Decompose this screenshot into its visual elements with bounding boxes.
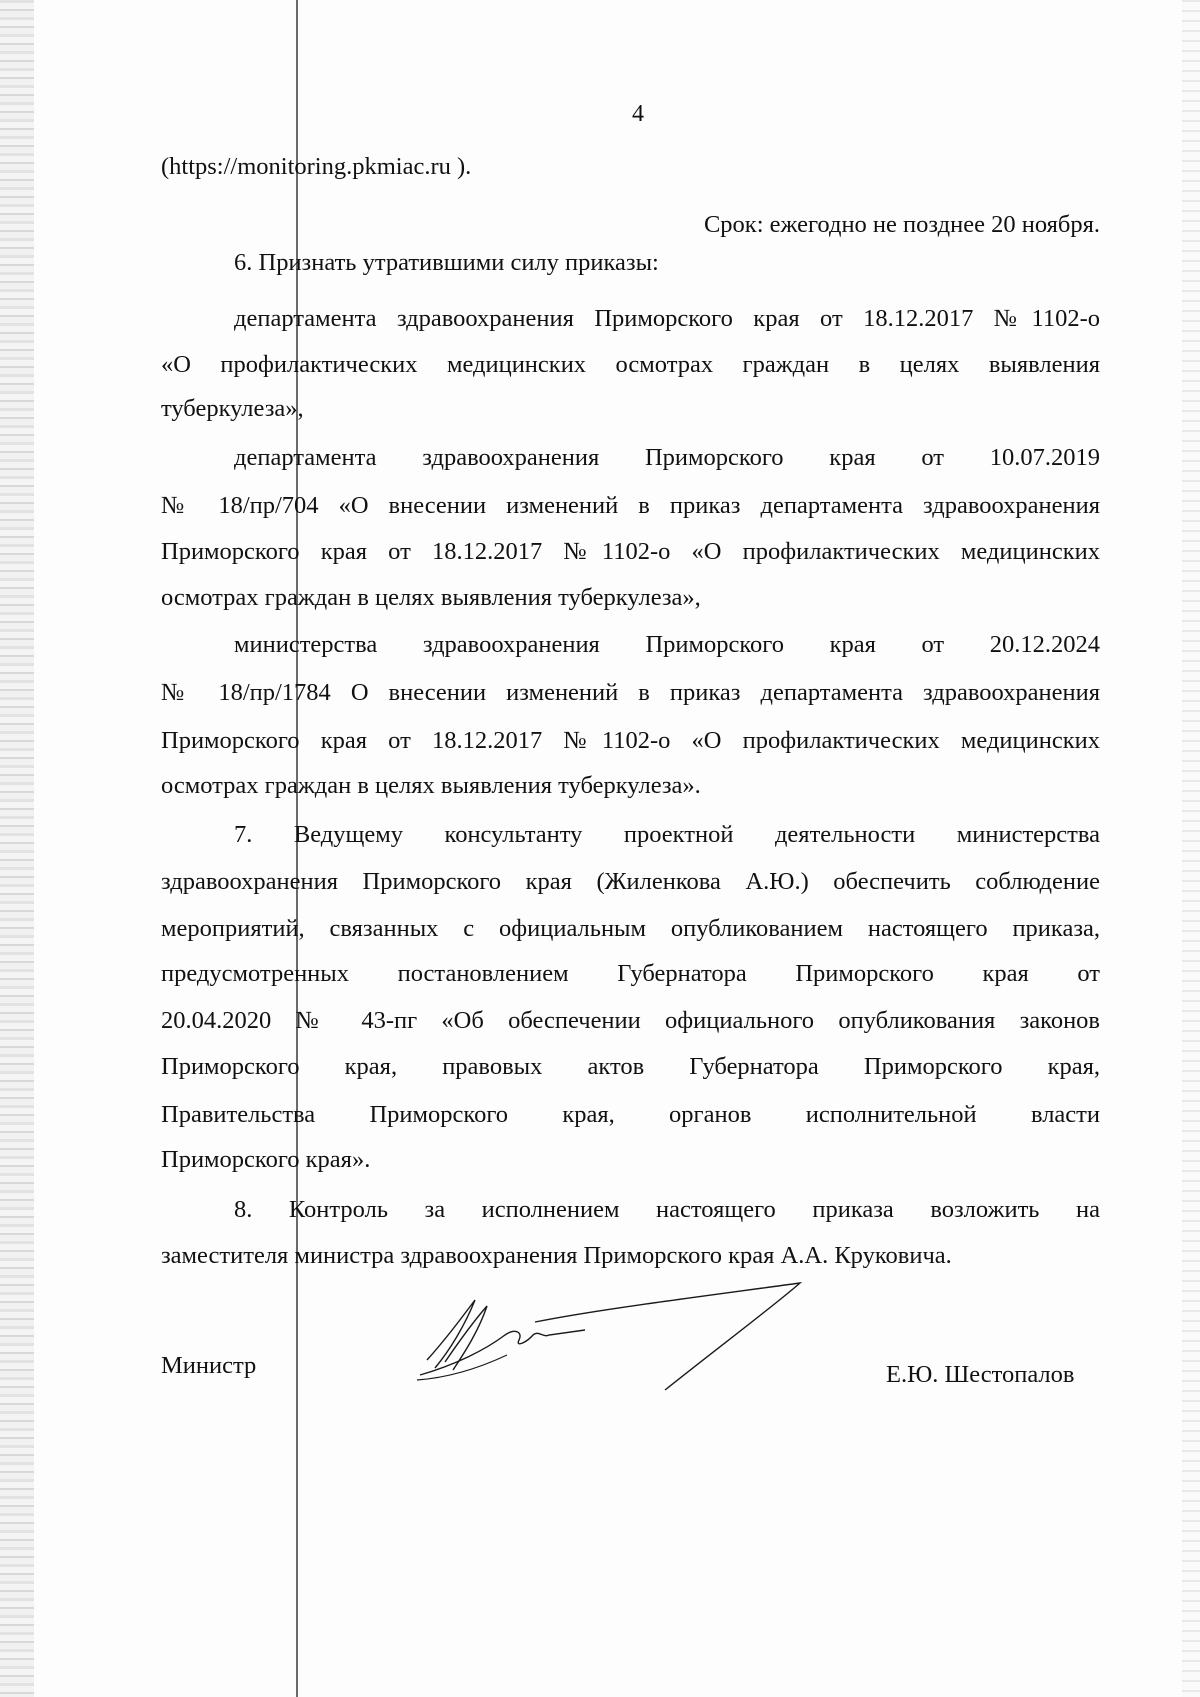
deadline-line: Срок: ежегодно не позднее 20 ноября. (703, 211, 1100, 238)
text-line: департамента здравоохранения Приморского края от 18.12.2017 №1102-о (234, 305, 1100, 332)
text-line: Приморского края от 18.12.2017 №1102-о «О профилактических медицинских (161, 727, 1100, 754)
text-line: здравоохранения Приморского края (Жиленкова А.Ю.) обеспечить соблюдение (161, 868, 1100, 895)
text-line: предусмотренных постановлением Губернатора Приморского края от (161, 960, 1100, 987)
text-line: «О профилактических медицинских осмотрах граждан в целях выявления (161, 351, 1100, 378)
text-line: туберкулеза», (161, 395, 304, 422)
text-line: осмотрах граждан в целях выявления туберкулеза». (161, 772, 701, 799)
text-line: заместителя министра здравоохранения Приморского края А.А. Круковича. (161, 1242, 952, 1269)
text-line: (https://monitoring.pkmiac.ru ). (161, 153, 472, 180)
handwritten-signature (415, 1280, 815, 1400)
text-line: Приморского края, правовых актов Губернатора Приморского края, (161, 1053, 1100, 1080)
signatory-title: Министр (161, 1352, 257, 1379)
page-number: 4 (632, 101, 644, 127)
text-line: департамента здравоохранения Приморского края от 10.07.2019 (234, 444, 1100, 471)
text-line: Правительства Приморского края, органов исполнительной власти (161, 1101, 1100, 1128)
scan-edge-left (0, 0, 34, 1697)
scan-edge-right (1182, 0, 1200, 1697)
text-line: министерства здравоохранения Приморского края от 20.12.2024 (234, 631, 1100, 658)
clause-7-heading: 7. Ведущему консультанту проектной деятельности министерства (234, 821, 1100, 848)
signatory-name: Е.Ю. Шестопалов (886, 1361, 1075, 1388)
text-line: мероприятий, связанных с официальным опубликованием настоящего приказа, (161, 915, 1100, 942)
text-line: Приморского края от 18.12.2017 №1102-о «О профилактических медицинских (161, 538, 1100, 565)
text-line: 20.04.2020 № 43-пг «Об обеспечении официального опубликования законов (161, 1007, 1100, 1034)
text-line: № 18/пр/704 «О внесении изменений в приказ департамента здравоохранения (161, 492, 1100, 519)
text-line: № 18/пр/1784 О внесении изменений в приказ департамента здравоохранения (161, 679, 1100, 706)
clause-6-heading: 6. Признать утратившими силу приказы: (234, 249, 659, 276)
text-line: Приморского края». (161, 1146, 371, 1173)
clause-8-heading: 8. Контроль за исполнением настоящего приказа возложить на (234, 1196, 1100, 1223)
text-line: осмотрах граждан в целях выявления туберкулеза», (161, 584, 701, 611)
